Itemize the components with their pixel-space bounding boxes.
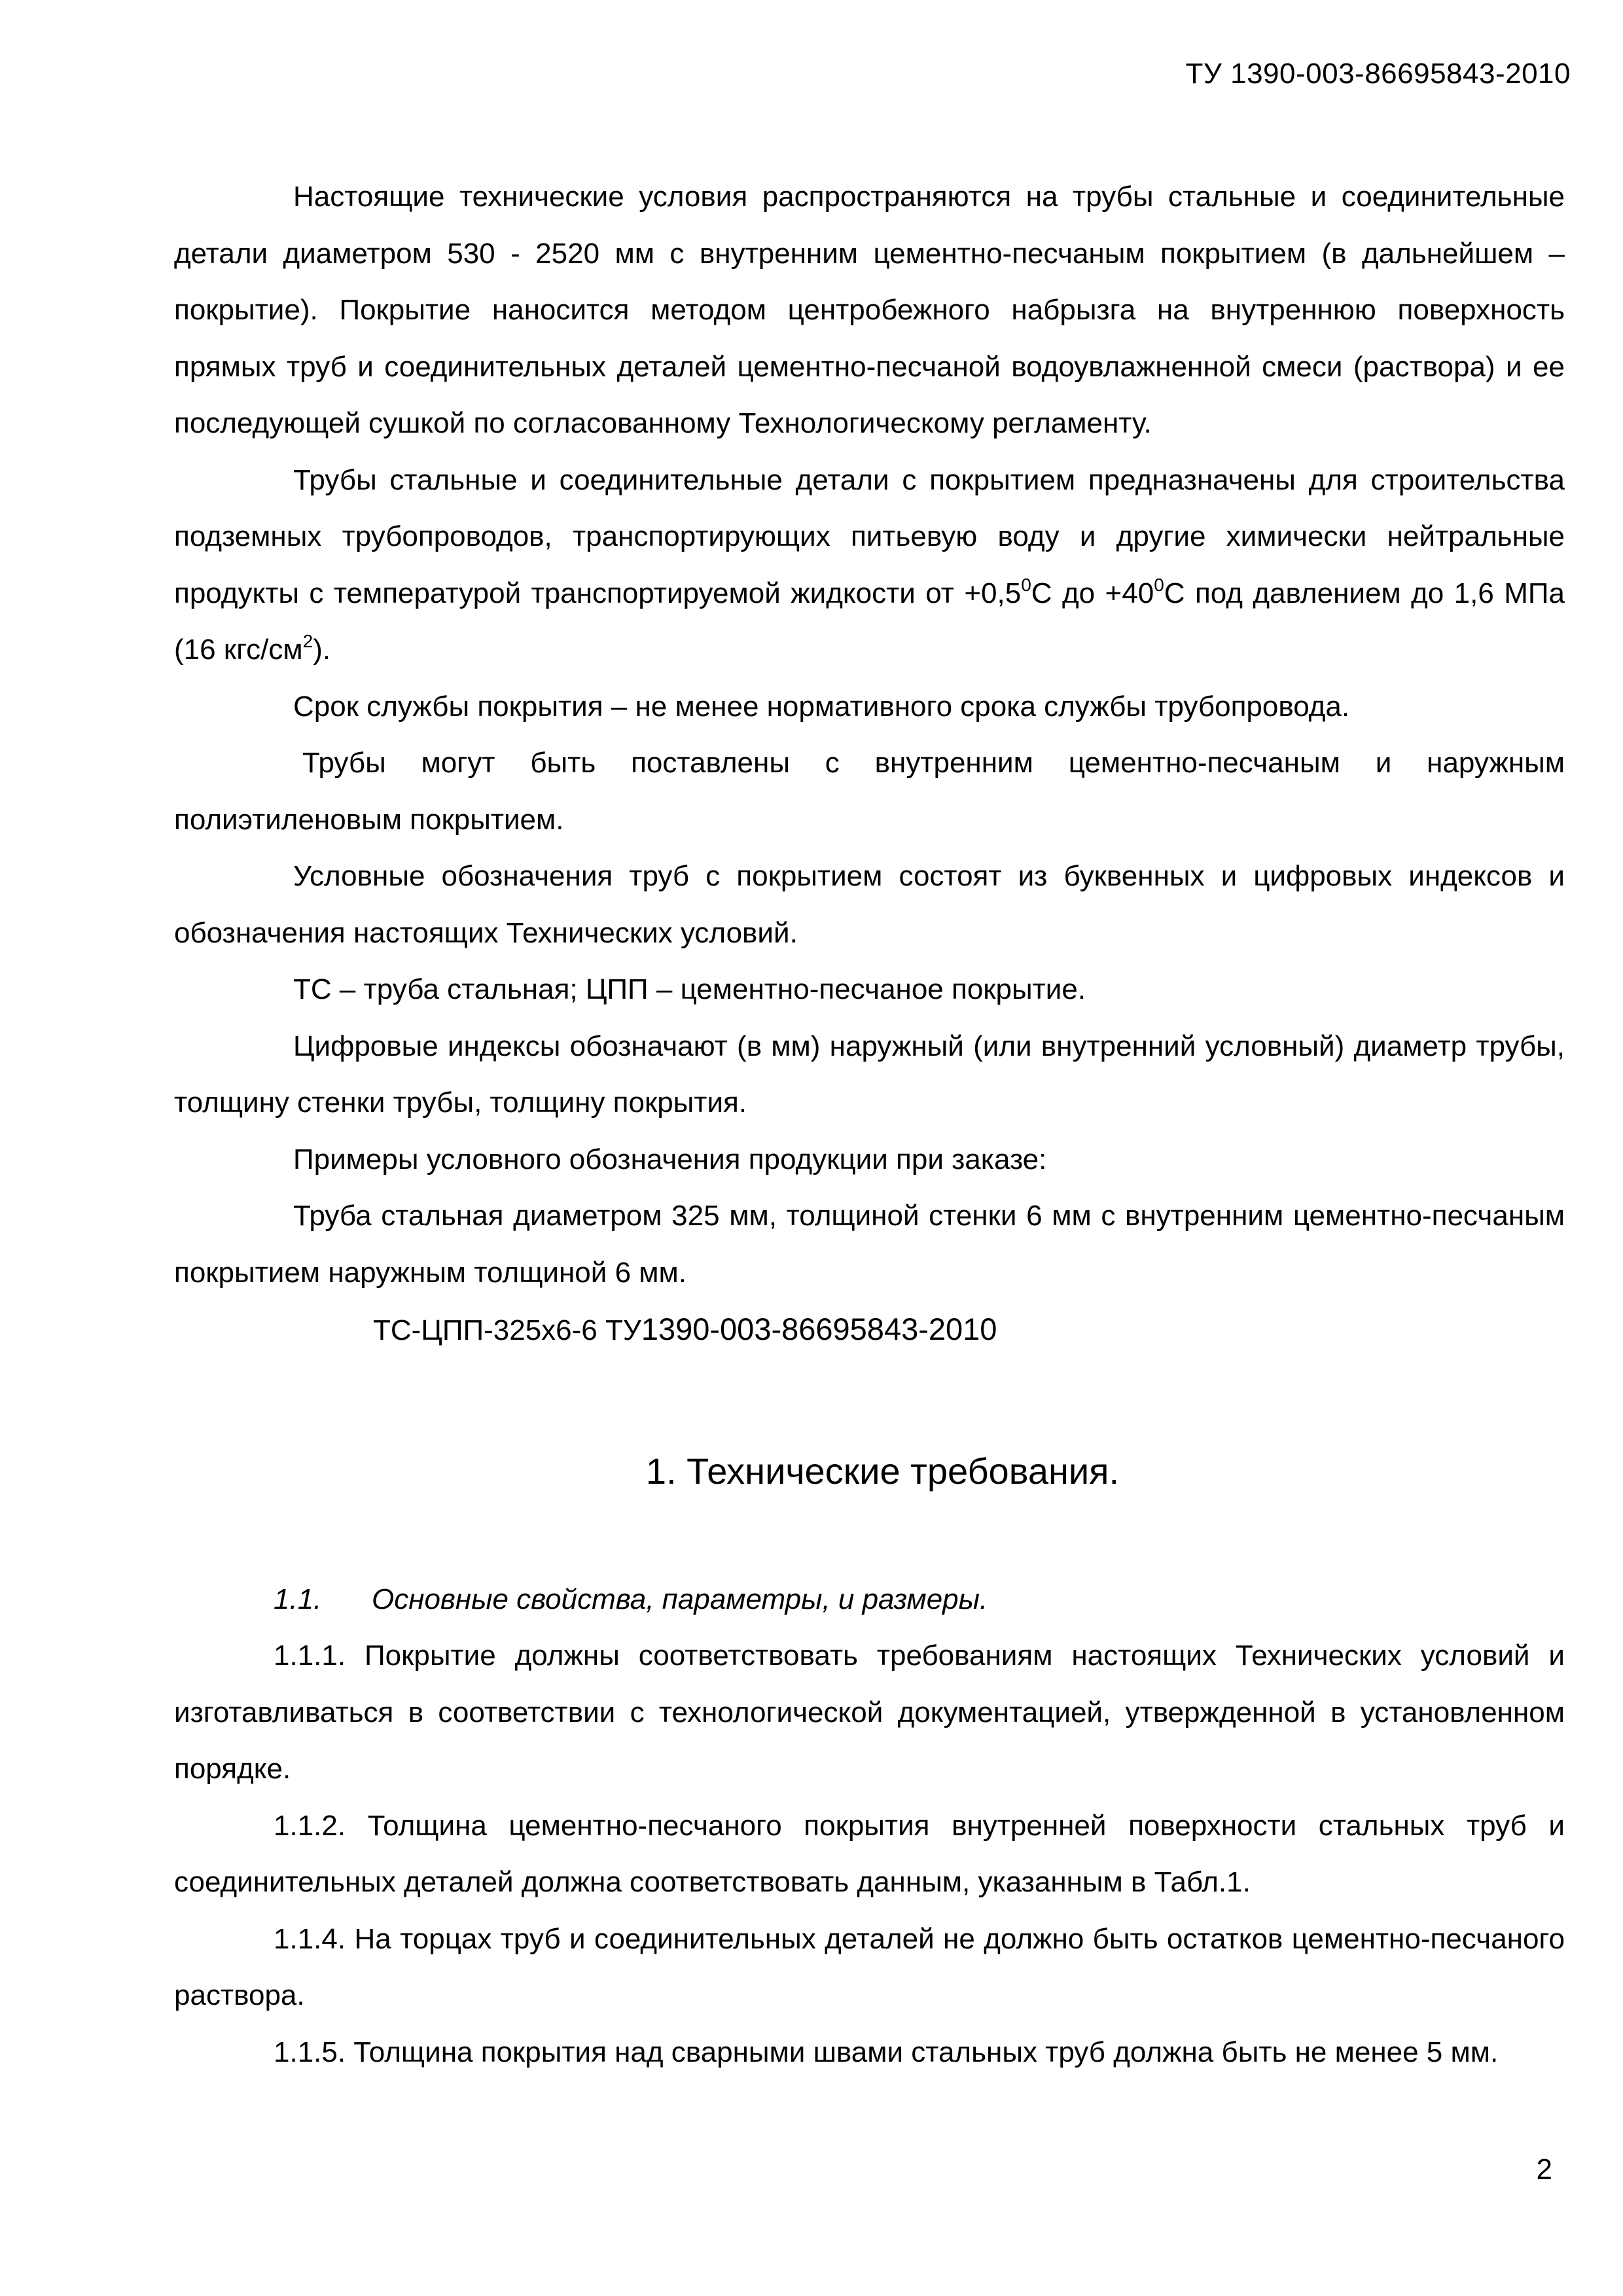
page-number: 2 (1536, 2153, 1552, 2185)
subsection-heading (174, 1571, 1565, 1628)
intro-paragraph-abbreviations: ТС – труба стальная; ЦПП – цементно-песчаное покрытие. (293, 973, 1086, 1005)
designation-code: 1390-003-86695843-2010 (641, 1312, 997, 1346)
intro-paragraph-indexes: Цифровые индексы обозначают (в мм) наружный (или внутренний условный) диаметр трубы, толщину стенки трубы, толщину покрытия. (174, 1030, 1565, 1119)
intro-paragraph-designations: Условные обозначения труб с покрытием состоят из буквенных и цифровых индексов и обозначения настоящих Технических условий. (174, 860, 1565, 949)
intro-paragraph-service-life: Срок службы покрытия – не менее нормативного срока службы трубопровода. (293, 690, 1350, 723)
purpose-text-part-2: С до +40 (1031, 577, 1154, 609)
example-designation (373, 1301, 1565, 1359)
intro-paragraph-scope: Настоящие технические условия распространяются на трубы стальные и соединительные детали диаметром 530 - 2520 мм с внутренним цементно-песчаным покрытием (в дальнейшем – покрытие). Покрытие наносится методом центробежного набрызга на внутреннюю поверхность прямых труб и соединительных деталей цементно-песчаной водоувлажненной смеси (раствора) и ее последующей сушкой по согласованному Технологическому регламенту. (174, 181, 1565, 439)
document-body (174, 169, 1565, 2081)
clause-1-1-1: 1.1.1. Покрытие должны соответствовать требованиям настоящих Технических условий и изготавливаться в соответствии с технологической документацией, утвержденной в установленном порядке. (174, 1640, 1565, 1785)
section-title: 1. Технические требования. (645, 1450, 1120, 1492)
clause-1-1-2: 1.1.2. Толщина цементно-песчаного покрытия внутренней поверхности стальных труб и соединительных деталей должна соответствовать данным, указанным в Табл.1. (174, 1809, 1565, 1898)
intro-paragraph-examples-heading: Примеры условного обозначения продукции при заказе: (293, 1143, 1047, 1175)
intro-paragraph-purpose (174, 452, 1565, 679)
degree-superscript-2: 0 (1154, 574, 1164, 595)
square-superscript: 2 (302, 631, 313, 651)
purpose-text-part-3: С под давлением до 1,6 МПа (16 кгс/см (174, 577, 1565, 666)
purpose-text-part-4: ). (313, 634, 331, 666)
intro-paragraph-delivery: Трубы могут быть поставлены с внутренним цементно-песчаным и наружным полиэтиленовым покрытием. (174, 747, 1565, 836)
purpose-text-part-1: Трубы стальные и соединительные детали с покрытием предназначены для строительства подземных трубопроводов, транспортирующих питьевую воду и другие химически нейтральные продукты с температурой транспортируемой жидкости от +0,5 (174, 463, 1565, 609)
subsection-title: Основные свойства, параметры, и размеры. (372, 1583, 988, 1615)
clause-1-1-4: 1.1.4. На торцах труб и соединительных деталей не должно быть остатков цементно-песчаного раствора. (174, 1922, 1565, 2011)
designation-prefix: ТС-ЦПП-325х6-6 ТУ (373, 1314, 641, 1346)
degree-superscript-1: 0 (1021, 574, 1031, 595)
clause-1-1-5: 1.1.5. Толщина покрытия над сварными швами стальных труб должна быть не менее 5 мм. (274, 2036, 1499, 2068)
intro-paragraph-example: Труба стальная диаметром 325 мм, толщиной стенки 6 мм с внутренним цементно-песчаным покрытием наружным толщиной 6 мм. (174, 1200, 1565, 1289)
subsection-number: 1.1. (274, 1583, 322, 1615)
document-code-header: ТУ 1390-003-86695843-2010 (1185, 58, 1571, 90)
